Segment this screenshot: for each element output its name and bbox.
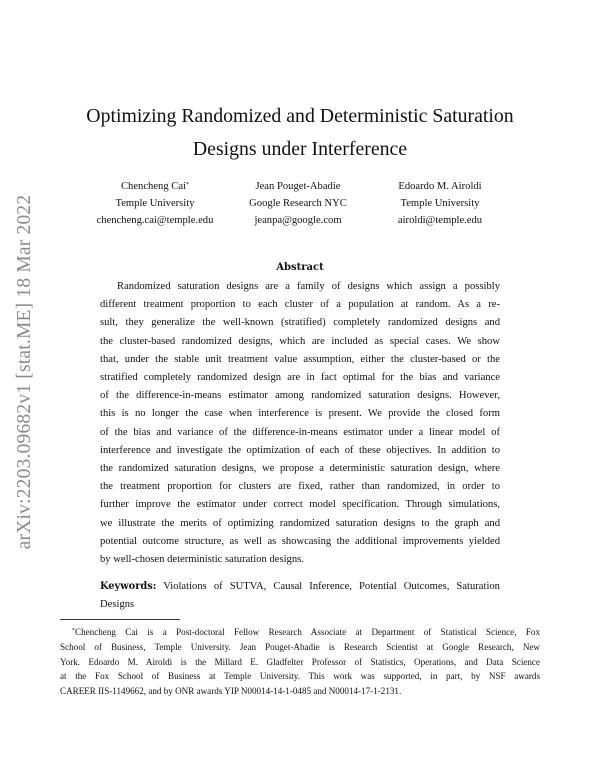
footnote-marker: * [186,182,190,188]
abstract-line: the cluster-based randomized designs, which are included as special cases. We show [100,335,500,347]
abstract-line: the treatment proportion for clusters are fixed, rather than randomized, in order to [100,481,500,493]
arxiv-identifier-text: arXiv:2203.09682v1 [stat.ME] 18 Mar 2022 [14,194,35,550]
abstract-line: that, under the stable unit treatment value assumption, either the cluster-based or the [100,353,500,365]
author-email: airoldi@temple.edu [397,215,483,226]
paper-title-line-1: Optimizing Randomized and Deterministic Saturation [86,105,514,127]
footnote-marker: * [72,628,75,634]
abstract-line: further improve the estimator under correct model specification. Through simulations, [100,499,500,511]
paper-title-line-2: Designs under Interference [192,138,408,160]
author-affiliation: Temple University [400,198,480,209]
footnote-line: York. Edoardo M. Airoldi is the Millard E. Gladfelter Professor of Statistics, Operations, and Data Science [60,656,540,667]
abstract-line: the randomized saturation designs, we propose a deterministic saturation design, where [100,463,500,475]
abstract-line: we illustrate the merits of optimizing randomized saturation designs to the graph and [100,517,500,529]
paper-title [60,100,540,166]
abstract-line: Randomized saturation designs are a family of designs which assign a possibly [117,281,500,292]
abstract-line: sult, they generalize the well-known (stratified) completely randomized designs and [100,317,500,329]
author-name: Chencheng Cai [120,181,187,192]
abstract-heading: Abstract [276,262,324,273]
abstract-line: potential outcome structure, as well as showcasing the additional improvements yielded [100,535,500,547]
footnote-line: Chencheng Cai is a Post-doctoral Fellow Research Associate at Department of Statistical Science, Fox [75,627,540,637]
author-name: Jean Pouget-Abadie [255,181,341,192]
author-affiliation: Google Research NYC [249,198,347,209]
author-name: Edoardo M. Airoldi [398,181,482,192]
footnote-line: School of Business, Temple University. Jean Pouget-Abadie is Research Scientist at Google Research, New [60,641,540,652]
abstract-line: interference and investigate the optimization of each of these objectives. In addition to [100,444,500,456]
footnote [60,625,540,699]
author-affiliation: Temple University [115,198,195,209]
keywords-text-continued: Designs [100,599,135,610]
author-email: jeanpa@google.com [254,215,342,226]
abstract-line: different treatment proportion to each cluster of a population at random. As a re- [100,299,500,311]
footnote-rule [60,619,180,620]
abstract-line: stratified completely randomized design are in fact optimal for the bias and variance [100,372,500,384]
keywords [100,578,500,614]
keywords-text: Violations of SUTVA, Causal Inference, Potential Outcomes, Saturation [163,581,500,592]
abstract-line: this is no longer the case when interference is present. We provide the closed form [100,408,500,420]
abstract-line: of the bias and variance of the difference-in-means estimator under a linear model of [100,426,500,438]
author-3 [350,178,530,229]
abstract-line: by well-chosen deterministic saturation designs. [100,554,304,566]
footnote-line: at the Fox School of Business at Temple University. This work was supported, in part, by NSF awards [60,671,540,682]
abstract-body [100,278,500,569]
abstract-line: of the difference-in-means estimator among randomized saturation designs. However, [100,390,500,402]
footnote-line: CAREER IIS-1149662, and by ONR awards YIP N00014-14-1-0485 and N00014-17-1-2131. [60,686,402,697]
author-email: chencheng.cai@temple.edu [96,215,214,226]
arxiv-identifier [10,176,40,568]
keywords-label: Keywords: [100,581,157,592]
